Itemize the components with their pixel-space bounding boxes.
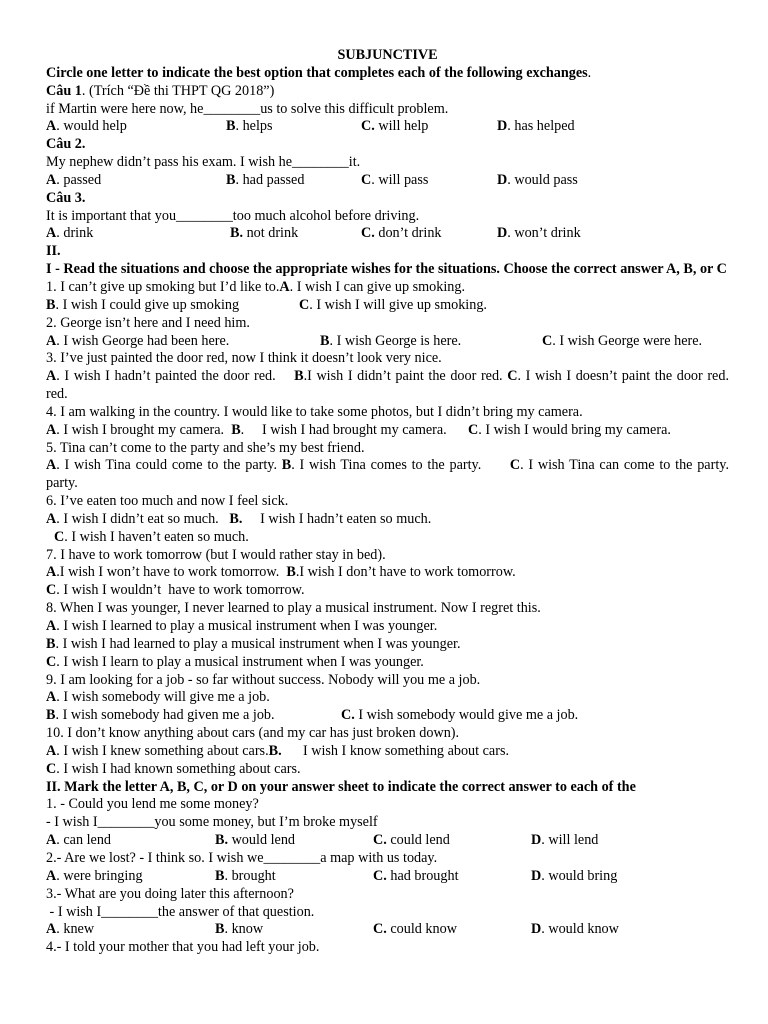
option-b[interactable]: B. brought <box>215 867 276 884</box>
wish-8-option-b[interactable]: B. I wish I had learned to play a musical instrument when I was younger. <box>46 635 461 652</box>
option-b[interactable]: B. I wish George is here. <box>320 332 462 349</box>
option-b[interactable]: B. not drink <box>230 225 299 242</box>
exchange-2-line-1: 2.- Are we lost? - I think so. I wish we________a map with us today. <box>46 849 438 866</box>
option-a[interactable]: A. I wish I knew something about cars. <box>46 742 269 759</box>
wish-10-stem: 10. I don’t know anything about cars (and my car has just broken down). <box>46 725 460 742</box>
option-c[interactable]: C. I wish I would bring my camera. <box>468 421 671 438</box>
option-a[interactable]: A. I wish I didn’t eat so much. <box>46 510 219 527</box>
option-c[interactable]: C. will pass <box>361 171 429 188</box>
option-d[interactable]: D. would bring <box>531 867 618 884</box>
wish-5-options-wrap: party. <box>46 475 78 492</box>
instruction-period: . <box>587 64 592 81</box>
exchange-4-line-1: 4.- I told your mother that you had left your job. <box>46 939 320 956</box>
option-c[interactable]: C. I wish George were here. <box>542 332 703 349</box>
question-label: Câu 1 <box>46 82 82 99</box>
option-b[interactable]: B. I wish somebody had given me a job. <box>46 707 275 724</box>
question-3-header: Câu 3. <box>46 189 86 206</box>
wish-6-stem: 6. I’ve eaten too much and now I feel sick. <box>46 493 289 510</box>
option-b[interactable]: B. I wish I could give up smoking <box>46 296 240 313</box>
option-a[interactable]: A <box>279 278 290 295</box>
wish-9-stem: 9. I am looking for a job - so far without success. Nobody will you me a job. <box>46 671 481 688</box>
wish-6-options <box>46 511 729 529</box>
wish-4-options <box>46 422 729 440</box>
option-a[interactable]: A. passed <box>46 171 102 188</box>
option-b[interactable]: B. helps <box>226 118 273 135</box>
wish-7-option-c[interactable]: C. I wish I wouldn’t have to work tomorrow. <box>46 582 305 599</box>
wish-9-option-a[interactable]: A. I wish somebody will give me a job. <box>46 689 270 706</box>
question-3-options <box>46 225 729 243</box>
question-2-header: Câu 2. <box>46 136 86 153</box>
option-b[interactable]: B. know <box>215 921 264 938</box>
option-a[interactable]: A. I wish Tina could come to the party. <box>46 457 278 474</box>
option-d[interactable]: D. would know <box>531 921 619 938</box>
option-c[interactable]: C. I wish Tina can come to the party. <box>509 457 729 474</box>
wish-7-options <box>46 564 729 582</box>
option-b[interactable]: B. would lend <box>215 832 296 849</box>
wish-5-options <box>46 457 729 475</box>
wish-5-stem: 5. Tina can’t come to the party and she’s my best friend. <box>46 439 365 456</box>
option-b[interactable]: B.I wish I didn’t paint the door red. <box>294 368 503 385</box>
wish-1-options <box>46 297 729 315</box>
option-c[interactable]: C. could lend <box>373 832 450 849</box>
wish-6-option-c[interactable]: C. I wish I haven’t eaten so much. <box>54 528 249 545</box>
option-b[interactable]: B. I wish I had brought my camera. <box>231 421 447 438</box>
exchange-3-line-2: - I wish I________the answer of that question. <box>46 903 315 920</box>
wish-8-option-c[interactable]: C. I wish I learn to play a musical instrument when I was younger. <box>46 653 424 670</box>
option-c[interactable]: C. will help <box>361 118 429 135</box>
section-3-instruction: II. Mark the letter A, B, C, or D on your answer sheet to indicate the correct answer to each of the <box>46 778 636 795</box>
question-source: . (Trích “Đề thi THPT QG 2018”) <box>81 82 275 99</box>
option-a[interactable]: A. I wish George had been here. <box>46 332 230 349</box>
wish-7-stem: 7. I have to work tomorrow (but I would rather stay in bed). <box>46 546 386 563</box>
wish-8-stem: 8. When I was younger, I never learned to play a musical instrument. Now I regret this. <box>46 600 541 617</box>
option-b[interactable]: B. I wish I hadn’t eaten so much. <box>229 510 432 527</box>
wish-3-stem: 3. I’ve just painted the door red, now I think it doesn’t look very nice. <box>46 350 442 367</box>
option-b[interactable]: B. I wish I know something about cars. <box>268 742 510 759</box>
wish-2-stem: 2. George isn’t here and I need him. <box>46 314 250 331</box>
question-2-stem: My nephew didn’t pass his exam. I wish he________it. <box>46 154 361 171</box>
wish-10-options <box>46 743 729 761</box>
instruction <box>46 65 729 83</box>
section-2-heading: II. <box>46 243 61 260</box>
option-c[interactable]: C. could know <box>373 921 457 938</box>
exchange-2-options <box>46 868 729 886</box>
option-d[interactable]: D. won’t drink <box>497 225 581 242</box>
option-c[interactable]: C. I wish I doesn’t paint the door red. <box>507 368 729 385</box>
exchange-1-options <box>46 832 729 850</box>
question-1-header <box>46 83 729 101</box>
option-a[interactable]: A. can lend <box>46 832 112 849</box>
exchange-3-line-1: 3.- What are you doing later this afternoon? <box>46 885 294 902</box>
option-c[interactable]: C. I wish I will give up smoking. <box>299 296 487 313</box>
option-c[interactable]: C. had brought <box>373 867 459 884</box>
question-1-stem: if Martin were here now, he________us to solve this difficult problem. <box>46 100 449 117</box>
exchange-3-options <box>46 921 729 939</box>
wish-4-stem: 4. I am walking in the country. I would like to take some photos, but I didn’t bring my camera. <box>46 403 583 420</box>
worksheet-page <box>46 47 729 957</box>
option-a[interactable]: A.I wish I won’t have to work tomorrow. <box>46 564 280 581</box>
question-1-options <box>46 118 729 136</box>
wish-9-options <box>46 707 729 725</box>
option-d[interactable]: D. would pass <box>497 171 578 188</box>
wish-3-options <box>46 368 729 386</box>
option-a[interactable]: A. would help <box>46 118 127 135</box>
option-d[interactable]: D. will lend <box>531 832 599 849</box>
option-c[interactable]: C. I wish somebody would give me a job. <box>341 707 579 724</box>
option-d[interactable]: D. has helped <box>497 118 575 135</box>
option-b[interactable]: B. had passed <box>226 171 305 188</box>
option-b[interactable]: B. I wish Tina comes to the party. <box>281 457 482 474</box>
wish-8-option-a[interactable]: A. I wish I learned to play a musical instrument when I was younger. <box>46 618 438 634</box>
option-c[interactable]: C. don’t drink <box>361 225 442 242</box>
section-2-instruction: I - Read the situations and choose the appropriate wishes for the situations. Choose the correct answer A, B, or C <box>46 261 727 278</box>
option-b[interactable]: B.I wish I don’t have to work tomorrow. <box>286 564 516 581</box>
instruction-text: Circle one letter to indicate the best option that completes each of the following exchanges <box>46 64 588 81</box>
option-a[interactable]: A. I wish I brought my camera. <box>46 421 225 438</box>
option-a[interactable]: A. were bringing <box>46 867 143 884</box>
question-3-stem: It is important that you________too much alcohol before driving. <box>46 207 420 224</box>
wish-1-stem: 1. I can’t give up smoking but I’d like to.A. I wish I can give up smoking. <box>46 278 466 295</box>
question-2-options <box>46 172 729 190</box>
option-a[interactable]: A. drink <box>46 225 94 242</box>
exchange-1-line-2: - I wish I________you some money, but I’m broke myself <box>46 814 378 831</box>
page-title: SUBJUNCTIVE <box>337 47 438 63</box>
wish-3-options-wrap: red. <box>46 386 68 403</box>
option-a[interactable]: A. knew <box>46 921 95 938</box>
wish-2-options <box>46 333 729 351</box>
wish-10-option-c[interactable]: C. I wish I had known something about cars. <box>46 760 301 777</box>
exchange-1-line-1: 1. - Could you lend me some money? <box>46 796 259 813</box>
option-a[interactable]: A. I wish I hadn’t painted the door red. <box>46 368 276 385</box>
